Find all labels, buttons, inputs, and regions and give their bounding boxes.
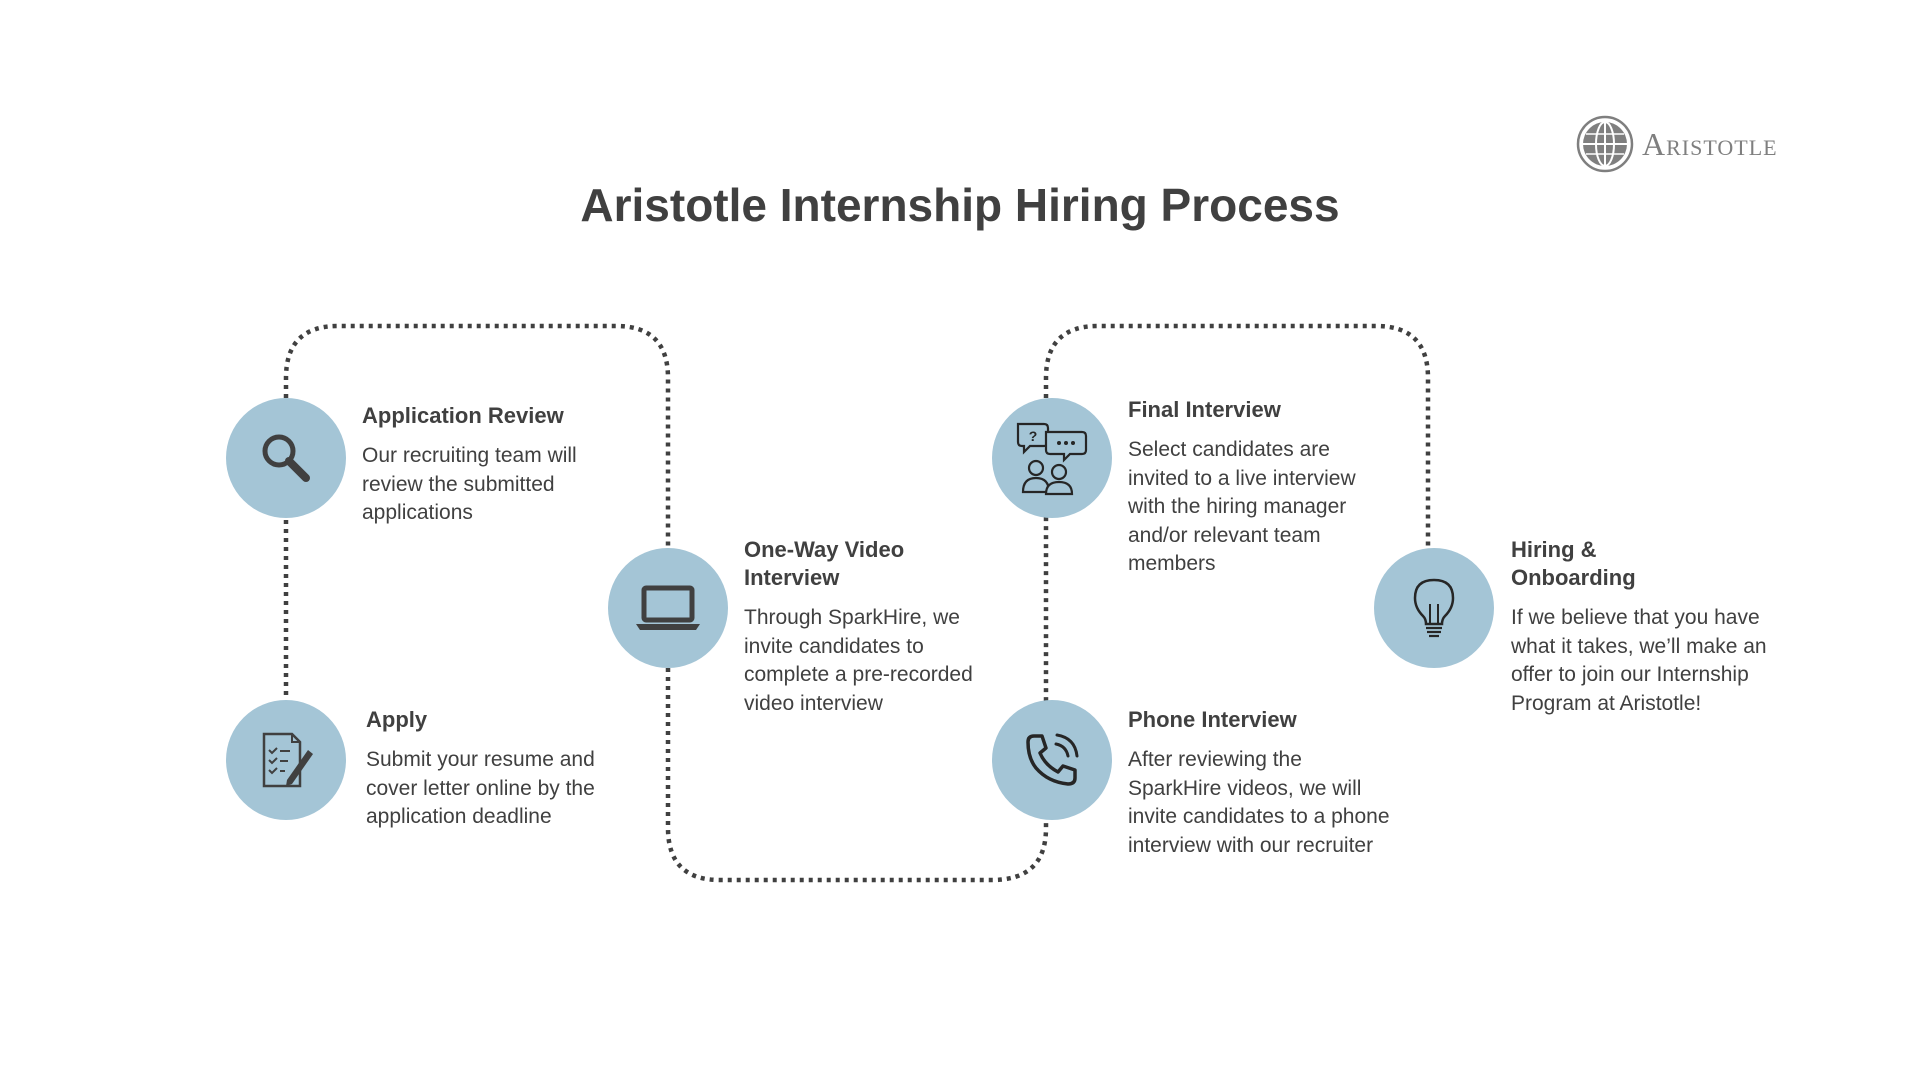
aristotle-logo	[1576, 114, 1778, 174]
phone-icon	[1020, 728, 1084, 792]
checklist-pencil-icon	[254, 728, 318, 792]
step-final-interview	[1128, 396, 1390, 579]
lightbulb-icon	[1409, 576, 1459, 640]
step-title: Apply	[366, 707, 428, 732]
globe-icon	[1576, 115, 1634, 173]
step-phone-interview-circle	[992, 700, 1112, 820]
step-description: Submit your resume and cover letter online by the application deadline	[366, 748, 595, 828]
step-description: If we believe that you have what it takes, we’ll make an offer to join our Internship Program at Aristotle!	[1511, 606, 1767, 715]
step-title: Hiring & Onboarding	[1511, 537, 1636, 590]
step-hiring-onboarding-circle	[1374, 548, 1494, 668]
step-title: One-Way Video Interview	[744, 537, 905, 590]
step-description: Our recruiting team will review the submitted applications	[362, 444, 577, 524]
step-description: Through SparkHire, we invite candidates to complete a pre-recorded video interview	[744, 606, 973, 715]
step-description: Select candidates are invited to a live interview with the hiring manager and/or relevant team members	[1128, 438, 1356, 575]
conversation-icon	[1012, 418, 1092, 498]
step-final-interview-circle	[992, 398, 1112, 518]
page-title: Aristotle Internship Hiring Process	[580, 179, 1340, 231]
step-phone-interview	[1128, 706, 1390, 860]
step-application-review	[362, 402, 632, 528]
logo-wordmark: Aristotle	[1642, 125, 1778, 162]
step-description: After reviewing the SparkHire videos, we will invite candidates to a phone interview with our recruiter	[1128, 748, 1390, 857]
step-title: Phone Interview	[1128, 707, 1297, 732]
step-apply	[366, 706, 636, 832]
svg-text:?: ?	[1028, 428, 1038, 444]
step-title: Final Interview	[1128, 397, 1281, 422]
step-hiring-onboarding	[1511, 536, 1801, 718]
step-video-interview	[744, 536, 1004, 718]
magnifier-icon	[256, 428, 316, 488]
step-video-interview-circle	[608, 548, 728, 668]
step-application-review-circle	[226, 398, 346, 518]
step-title: Application Review	[362, 403, 564, 428]
step-apply-circle	[226, 700, 346, 820]
laptop-icon	[634, 580, 702, 636]
